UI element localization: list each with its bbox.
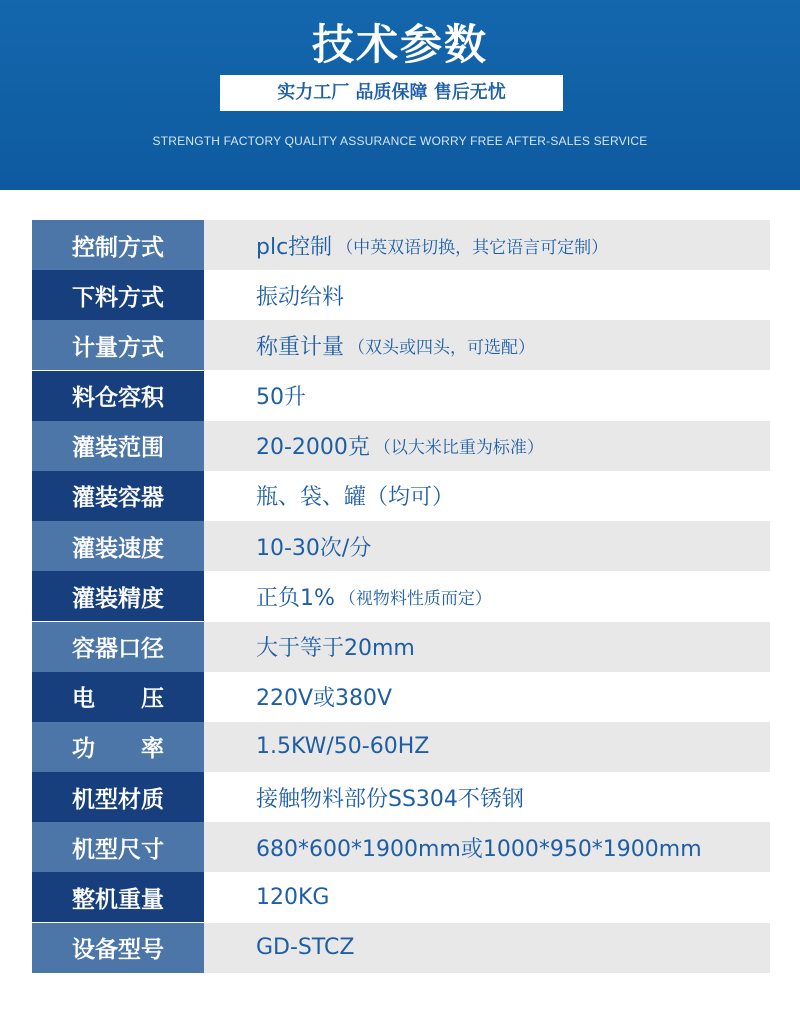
spec-label: 控制方式	[32, 220, 204, 270]
spec-row	[32, 672, 770, 722]
spec-row	[32, 521, 770, 571]
spec-value: 10-30次/分	[256, 535, 372, 561]
spec-label: 功 率	[32, 722, 204, 772]
spec-label: 灌装速度	[32, 521, 204, 571]
spec-label: 机型尺寸	[32, 822, 204, 872]
spec-row	[32, 270, 770, 320]
spec-value-cell	[204, 822, 770, 872]
spec-value-cell	[204, 571, 770, 621]
spec-value-cell	[204, 521, 770, 571]
header-banner	[0, 0, 800, 190]
spec-row	[32, 421, 770, 471]
spec-value-cell	[204, 320, 770, 370]
spec-value: 50升	[256, 385, 306, 411]
spec-value-cell	[204, 923, 770, 973]
spec-label: 整机重量	[32, 872, 204, 922]
spec-value: 20-2000克	[256, 435, 370, 461]
spec-value-cell	[204, 220, 770, 270]
spec-value: 瓶、袋、罐（均可）	[256, 485, 455, 511]
spec-label: 料仓容积	[32, 371, 204, 421]
spec-value-cell	[204, 772, 770, 822]
spec-value: 大于等于20mm	[256, 636, 415, 661]
spec-value: 称重计量	[256, 334, 345, 360]
spec-label: 灌装精度	[32, 571, 204, 621]
spec-label: 机型材质	[32, 772, 204, 822]
spec-value-cell	[204, 672, 770, 722]
spec-value: 接触物料部份SS304不锈钢	[256, 786, 524, 812]
spec-value: 正负1%	[256, 585, 335, 611]
spec-label: 计量方式	[32, 320, 204, 370]
spec-value-cell	[204, 371, 770, 421]
spec-note: （中英双语切换，其它语言可定制）	[336, 237, 609, 258]
spec-value: 220V或380V	[256, 686, 393, 712]
page-title: 技术参数	[311, 20, 488, 69]
spec-row	[32, 722, 770, 772]
spec-label: 灌装范围	[32, 421, 204, 471]
spec-note: （双头或四头，可选配）	[348, 337, 536, 358]
spec-row	[32, 622, 770, 672]
spec-note: （视物料性质而定）	[338, 588, 492, 609]
spec-row	[32, 220, 770, 270]
spec-value-cell	[204, 622, 770, 672]
spec-row	[32, 772, 770, 822]
spec-value-cell	[204, 421, 770, 471]
spec-value: plc控制	[256, 234, 333, 260]
spec-value-cell	[204, 270, 770, 320]
spec-label: 设备型号	[32, 923, 204, 973]
spec-value-cell	[204, 722, 770, 772]
spec-value-cell	[204, 471, 770, 521]
spec-value: 120KG	[256, 884, 330, 910]
spec-row	[32, 320, 770, 370]
spec-value: 680*600*1900mm或1000*950*1900mm	[256, 836, 702, 862]
spec-note: （以大米比重为标准）	[373, 438, 544, 459]
english-slogan: STRENGTH FACTORY QUALITY ASSURANCE WORRY FREE AFTER-SALES SERVICE	[152, 134, 648, 148]
spec-label: 下料方式	[32, 270, 204, 320]
spec-row	[32, 371, 770, 421]
spec-row	[32, 923, 770, 973]
slogan-box: 实力工厂 品质保障 售后无忧	[220, 75, 563, 111]
spec-label: 电 压	[32, 672, 204, 722]
spec-label: 灌装容器	[32, 471, 204, 521]
spec-row	[32, 872, 770, 922]
spec-value-cell	[204, 872, 770, 922]
spec-value: GD-STCZ	[256, 935, 355, 961]
spec-label: 容器口径	[32, 622, 204, 672]
spec-value: 1.5KW/50-60HZ	[256, 734, 430, 760]
spec-table	[32, 220, 770, 973]
spec-row	[32, 822, 770, 872]
spec-value: 振动给料	[256, 284, 345, 310]
spec-row	[32, 471, 770, 521]
spec-row	[32, 571, 770, 621]
